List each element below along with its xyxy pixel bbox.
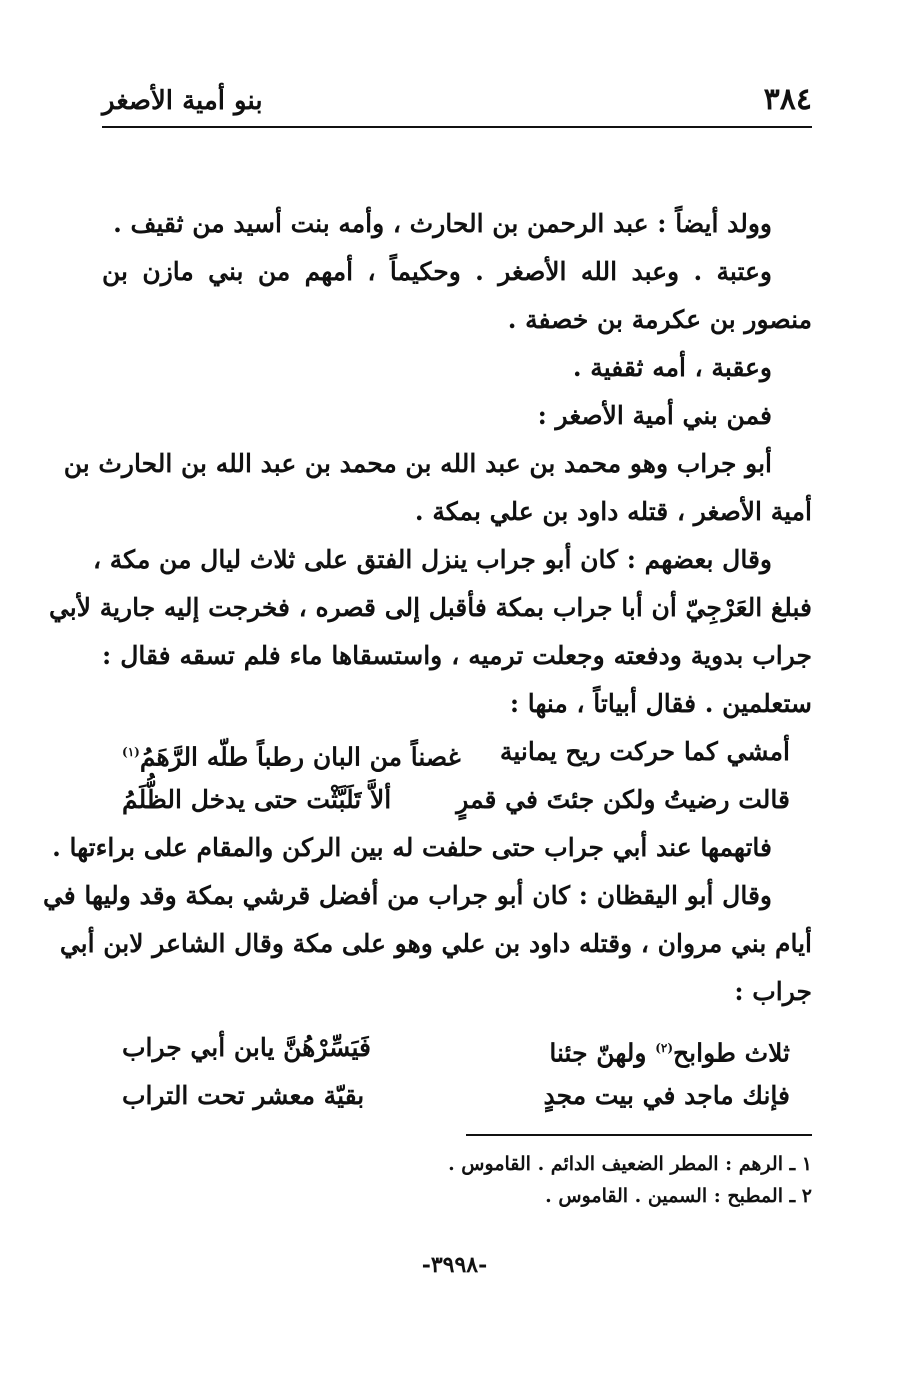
text-line: أيام بني مروان ، وقتله داود بن علي وهو على مكة وقال الشاعر لابن أبي — [59, 929, 812, 958]
text-line: أمية الأصغر ، قتله داود بن علي بمكة . — [414, 497, 812, 526]
text-line: فاتهمها عند أبي جراب حتى حلفت له بين الركن والمقام على براءتها . — [52, 833, 772, 862]
text-line: فبلغ العَرْجِيّ أن أبا جراب بمكة فأقبل إلى قصره ، فخرجت إليه جارية لأبي — [48, 593, 812, 622]
verse-hemistich-right: أمشي كما حركت ريح يمانية — [499, 737, 790, 766]
text-line: وقال أبو اليقظان : كان أبو جراب من أفضل قرشي بمكة وقد وليها في — [42, 881, 772, 910]
verse-line — [102, 776, 812, 824]
verse-hemistich-left: ألاَّ تَلَبَّثْت حتى يدخل الظُّلَمُ — [122, 785, 392, 814]
text-line: جراب : — [734, 977, 812, 1006]
footnotes — [102, 1148, 812, 1212]
text-line: وعتبة . وعبد الله الأصغر . وحكيماً ، أمهم من بني مازن بن — [102, 257, 772, 286]
section-heading: فمن بني أمية الأصغر : — [537, 401, 772, 430]
footnote-divider — [466, 1134, 812, 1136]
folio-number: -٣٩٩٨- — [421, 1252, 488, 1278]
text-line: أبو جراب وهو محمد بن عبد الله بن محمد بن عبد الله بن الحارث بن — [63, 449, 772, 478]
text-line: وقال بعضهم : كان أبو جراب ينزل الفتق على ثلاث ليال من مكة ، — [92, 545, 772, 574]
text-line: منصور بن عكرمة بن خصفة . — [507, 305, 812, 334]
page-number: ٣٨٤ — [763, 82, 812, 117]
verse-line — [102, 728, 812, 776]
verse-hemistich-right — [549, 1024, 790, 1072]
main-text — [42, 200, 812, 1120]
verse-text: ولهنّ جئنا — [549, 1038, 656, 1068]
footnote: ٢ ـ المطبح : السمين . القاموس . — [545, 1185, 812, 1207]
verse-hemistich-left: فَيَسِّرْهُنَّ يابن أبي جراب — [122, 1033, 371, 1062]
footnote-mark: (١) — [122, 745, 140, 759]
text-line: وعقبة ، أمه ثقفية . — [572, 353, 772, 382]
running-header — [102, 80, 812, 128]
verse-text: ثلاث طوابح — [673, 1038, 790, 1068]
verse-text: غصناً من البان رطباً طلّه الرَّهَمُ — [139, 742, 461, 772]
verse-hemistich-right: فإنك ماجد في بيت مجدٍ — [543, 1081, 790, 1110]
verse-line — [102, 1072, 812, 1120]
text-line: جراب بدوية ودفعته وجعلت ترميه ، واستسقاها ماء فلم تسقه فقال : — [102, 641, 812, 670]
verse-hemistich-right: قالت رضيتُ ولكن جئتَ في قمرٍ — [456, 785, 790, 814]
verse-line — [102, 1024, 812, 1072]
verse-hemistich-left: بقيّة معشر تحت التراب — [122, 1081, 365, 1110]
text-line: وولد أيضاً : عبد الرحمن بن الحارث ، وأمه بنت أسيد من ثقيف . — [113, 209, 772, 238]
footnote-mark: (٢) — [655, 1041, 674, 1055]
text-line: ستعلمين . فقال أبياتاً ، منها : — [509, 689, 812, 718]
running-title: بنو أمية الأصغر — [102, 86, 263, 116]
verse-hemistich-left — [122, 728, 461, 776]
footnote: ١ ـ الرهم : المطر الضعيف الدائم . القاموس . — [448, 1153, 812, 1175]
